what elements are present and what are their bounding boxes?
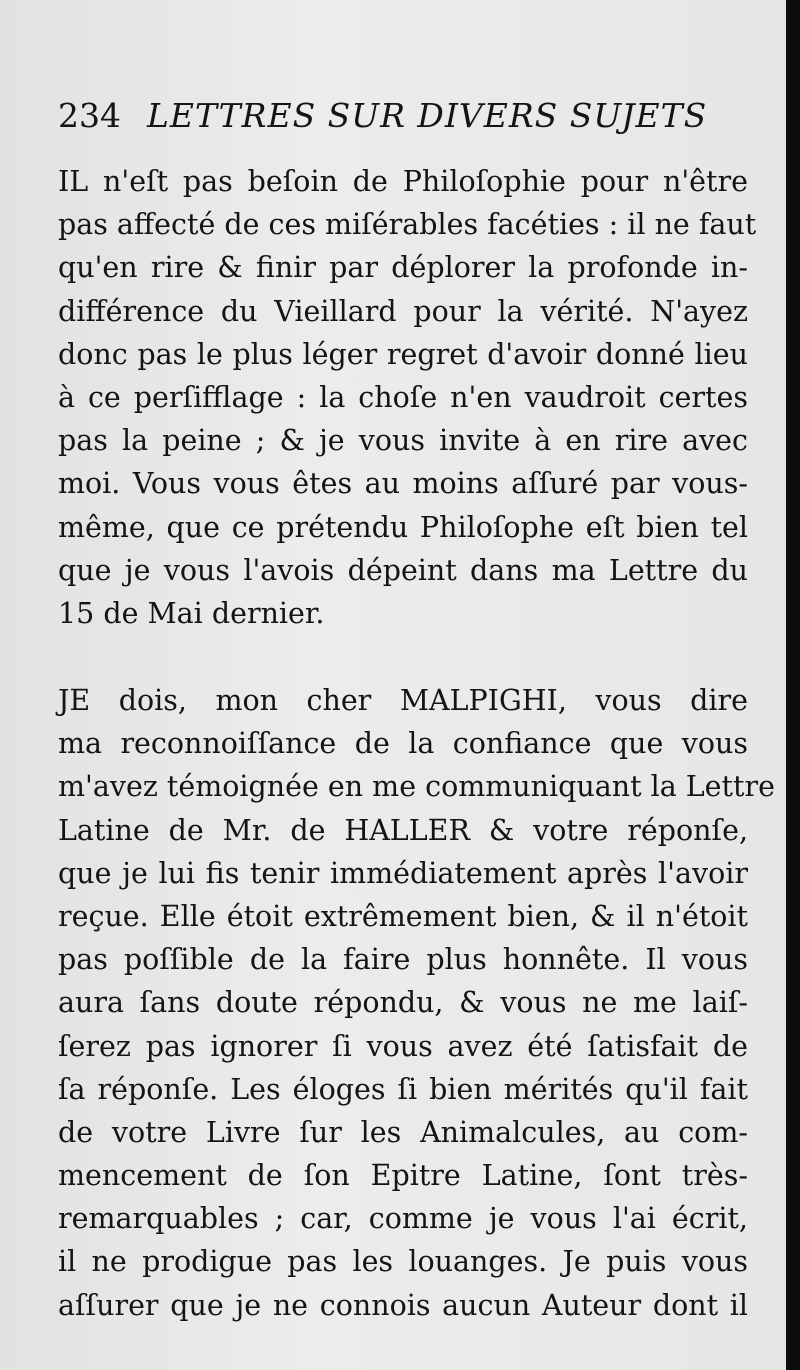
page-header: [58, 96, 758, 136]
text-line: de votre Livre ſur les Animalcules, au com-: [58, 1115, 748, 1149]
text-line: qu'en rire & finir par déplorer la profonde in-: [58, 251, 748, 285]
paragraph-1: [58, 160, 757, 635]
text-line: mencement de ſon Epitre Latine, ſont très-: [58, 1159, 748, 1193]
running-title: LETTRES SUR DIVERS SUJETS: [147, 96, 708, 135]
text-line: que je vous l'avois dépeint dans ma Lettre du: [58, 553, 748, 587]
text-line: ma reconnoiſſance de la confiance que vous: [58, 727, 748, 761]
text-line: ſerez pas ignorer ſi vous avez été ſatisfait de: [58, 1029, 748, 1063]
text-line: aſſurer que je ne connois aucun Auteur dont il: [58, 1288, 748, 1322]
text-line: moi. Vous vous êtes au moins aſſuré par vous-: [58, 467, 748, 501]
text-line: même, que ce prétendu Philoſophe eſt bien tel: [58, 510, 748, 544]
text-line: il ne prodigue pas les louanges. Je puis vous: [58, 1245, 748, 1279]
text-line: reçue. Elle étoit extrêmement bien, & il n'étoit: [58, 899, 748, 933]
text-line: à ce perſifflage : la choſe n'en vaudroit certes: [58, 380, 748, 414]
text-line: remarquables ; car, comme je vous l'ai écrit,: [58, 1202, 748, 1236]
paragraph-2: [58, 679, 775, 1327]
text-line: aura ſans doute répondu, & vous ne me laiſ-: [58, 986, 748, 1020]
text-line: Latine de Mr. de HALLER & votre réponſe,: [58, 813, 748, 847]
text-line: 15 de Mai dernier.: [58, 596, 325, 630]
text-line: m'avez témoignée en me communiquant la Lettre: [58, 770, 775, 804]
text-line: pas affecté de ces miſérables facéties : il ne faut: [58, 208, 757, 242]
text-line: pas la peine ; & je vous invite à en rire avec: [58, 424, 748, 458]
text-line: pas poſſible de la faire plus honnête. Il vous: [58, 943, 748, 977]
text-line: donc pas le plus léger regret d'avoir donné lieu: [58, 337, 748, 371]
page-edge-shadow: [786, 0, 800, 1370]
text-line: que je lui fis tenir immédiatement après l'avoir: [58, 856, 748, 890]
text-line: différence du Vieillard pour la vérité. N'ayez: [58, 294, 748, 328]
text-line: ſa réponſe. Les éloges ſi bien mérités qu'il fait: [58, 1072, 748, 1106]
text-line: IL n'eſt pas beſoin de Philoſophie pour n'être: [58, 165, 748, 198]
text-line: JE dois, mon cher MALPIGHI, vous dire: [58, 684, 748, 717]
page-number: 234: [58, 96, 121, 135]
